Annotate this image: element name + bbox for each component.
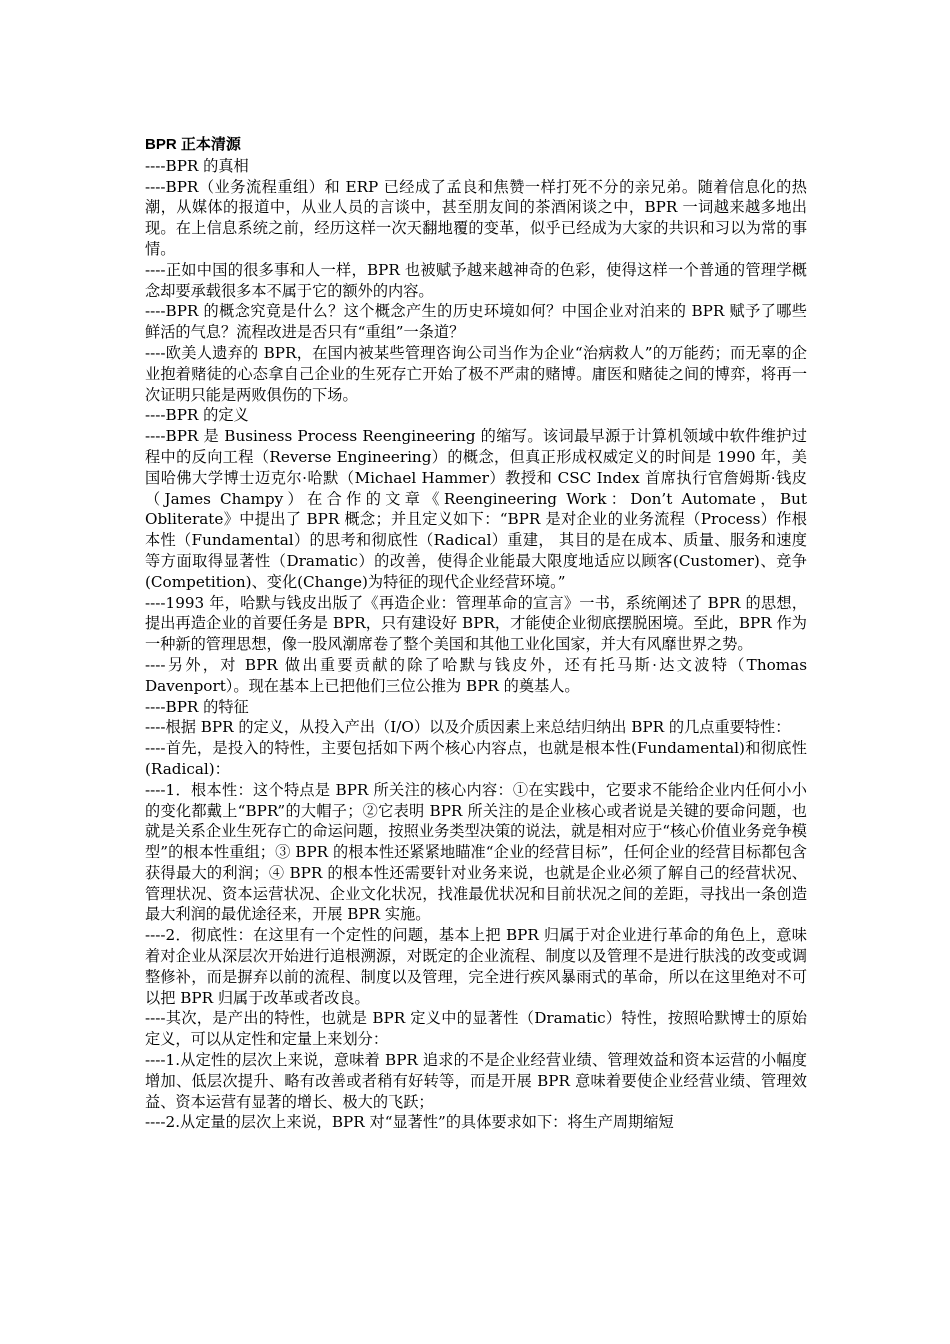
- paragraph: ----BPR 的概念究竟是什么？这个概念产生的历史环境如何？中国企业对泊来的 BPR 赋予了哪些鲜活的气息？流程改进是否只有“重组”一条道？: [145, 302, 807, 342]
- paragraph: ----根据 BPR 的定义，从投入产出（I/O）以及介质因素上来总结归纳出 BPR 的几点重要特性：: [145, 718, 791, 737]
- subheading-bpr-truth: ----BPR 的真相: [145, 156, 249, 175]
- paragraph: ----正如中国的很多事和人一样，BPR 也被赋予越来越神奇的色彩，使得这样一个普通的管理学概念却要承载很多本不属于它的额外的内容。: [145, 260, 807, 300]
- paragraph: ----1．根本性：这个特点是 BPR 所关注的核心内容：①在实践中，它要求不能给企业内任何小小的变化都戴上“BPR”的大帽子；②它表明 BPR 所关注的是企业核心或者说是关键的要命问题，也就是关系企业生死存亡的命运问题，按照业务类型决策的说法，就是相对应于“核心价值业务竞争模型”的根本性重组；③ BPR 的根本性还紧紧地瞄准“企业的经营目标”，任何企业的经营目标都包含获得最大的利润；④ BPR 的根本性还需要针对业务来说，也就是企业必须了解自己的经营状况、管理状况、资本运营状况、企业文化状况，找准最优状况和目前状况之间的差距，寻找出一条创造最大利润的最优途径来，开展 BPR 实施。: [145, 780, 807, 924]
- paragraph: ----1993 年，哈默与钱皮出版了《再造企业：管理革命的宣言》一书，系统阐述了 BPR 的思想，提出再造企业的首要任务是 BPR，只有建设好 BPR，才能使企业彻底摆脱困境。至此，BPR 作为一种新的管理思想，像一股风潮席卷了整个美国和其他工业化国家，并大有风靡世界之势。: [145, 593, 807, 654]
- document-title: BPR 正本清源: [145, 136, 241, 153]
- paragraph: ----欧美人遗弃的 BPR，在国内被某些管理咨询公司当作为企业“治病救人”的万能药；而无辜的企业抱着赌徒的心态拿自己企业的生死存亡开始了极不严肃的赌博。庸医和赌徒之间的博弈，将再一次证明只能是两败俱伤的下场。: [145, 343, 807, 404]
- paragraph: ----BPR（业务流程重组）和 ERP 已经成了孟良和焦赞一样打死不分的亲兄弟。随着信息化的热潮，从媒体的报道中，从业人员的言谈中，甚至朋友间的茶酒闲谈之中，BPR 一词越来越多地出现。在上信息系统之前，经历这样一次天翻地覆的变革，似乎已经成为大家的共识和习以为常的事情。: [145, 177, 807, 258]
- subheading-bpr-definition: ----BPR 的定义: [145, 406, 249, 425]
- paragraph: ----1.从定性的层次上来说，意味着 BPR 追求的不是企业经营业绩、管理效益和资本运营的小幅度增加、低层次提升、略有改善或者稍有好转等，而是开展 BPR 意味着要使企业经营业绩、管理效益、资本运营有显著的增长、极大的飞跃；: [145, 1051, 807, 1111]
- paragraph: ----2．彻底性：在这里有一个定性的问题，基本上把 BPR 归属于对企业进行革命的角色上，意味着对企业从深层次开始进行追根溯源，对既定的企业流程、制度以及管理不是进行肤浅的改变或调整修补，而是摒弃以前的流程、制度以及管理，完全进行疾风暴雨式的革命，所以在这里绝对不可以把 BPR 归属于改革或者改良。: [145, 926, 807, 1007]
- subheading-bpr-features: ----BPR 的特征: [145, 697, 249, 716]
- paragraph: ----另外，对 BPR 做出重要贡献的除了哈默与钱皮外，还有托马斯·达文波特（Thomas Davenport）。现在基本上已把他们三位公推为 BPR 的奠基人。: [145, 655, 807, 695]
- document-page: [145, 135, 807, 1133]
- paragraph: ----其次，是产出的特性，也就是 BPR 定义中的显著性（Dramatic）特性，按照哈默博士的原始定义，可以从定性和定量上来划分：: [145, 1009, 807, 1049]
- paragraph: ----BPR 是 Business Process Reengineering 的缩写。该词最早源于计算机领域中软件维护过程中的反向工程（Reverse Engineering）的概念，但真正形成权威定义的时间是 1990 年，美国哈佛大学博士迈克尔·哈默（Michael Hammer）教授和 CSC Index 首席执行官詹姆斯·钱皮（James Champy）在合作的文章《Reengineering Work：Don’t Automate，But Obliterate》中提出了 BPR 概念；并且定义如下：“BPR 是对企业的业务流程（Process）作根本性（Fundamental）的思考和彻底性（Radical）重建， 其目的是在成本、质量、服务和速度等方面取得显著性（Dramatic）的改善，使得企业能最大限度地适应以顾客(Customer)、竞争(Competition)、变化(Change)为特征的现代企业经营环境。”: [145, 427, 807, 591]
- paragraph: ----首先，是投入的特性，主要包括如下两个核心内容点，也就是根本性(Fundamental)和彻底性 (Radical)：: [145, 739, 807, 778]
- paragraph: ----2.从定量的层次上来说，BPR 对“显著性”的具体要求如下：将生产周期缩短: [145, 1113, 674, 1132]
